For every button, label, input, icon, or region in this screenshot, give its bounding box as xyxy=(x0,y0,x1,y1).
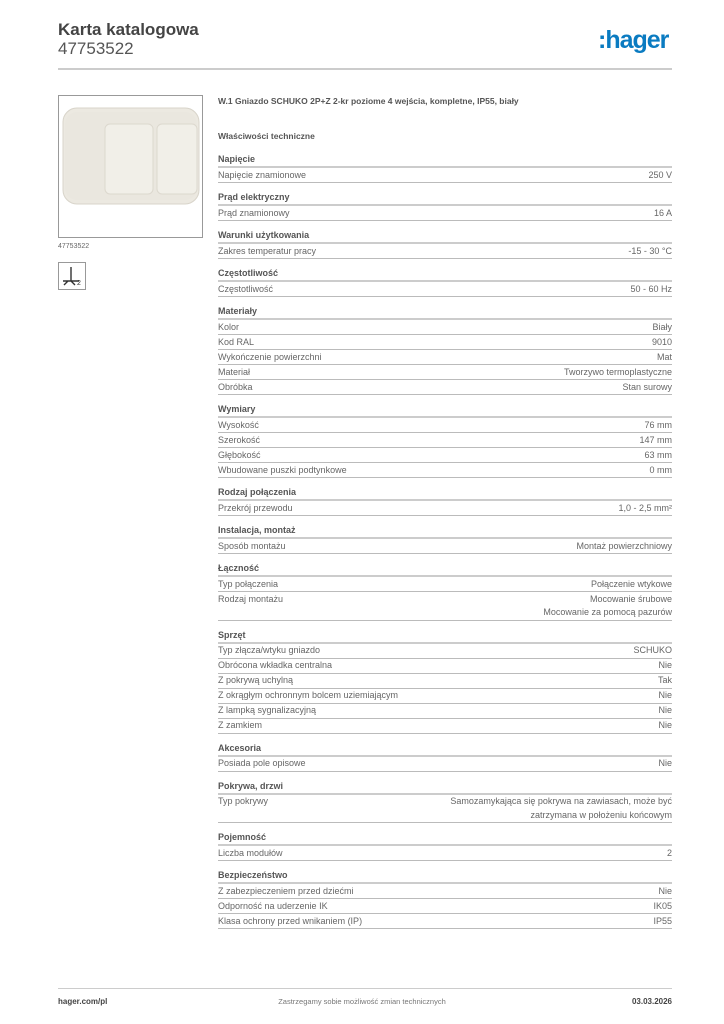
spec-value: Mocowanie śrubowe Mocowanie za pomocą pazurów xyxy=(543,593,672,617)
footer-note: Zastrzegamy sobie możliwość zmian technicznych xyxy=(278,997,446,1006)
spec-value: 250 V xyxy=(648,169,672,180)
spec-section xyxy=(218,229,672,259)
spec-section xyxy=(218,742,672,772)
spec-value: SCHUKO xyxy=(633,645,672,655)
spec-value: Nie xyxy=(658,720,672,730)
spec-label: Wykończenie powierzchni xyxy=(218,351,322,362)
spec-label: Obróbka xyxy=(218,381,253,392)
hager-logo: :hager xyxy=(598,26,669,54)
spec-row xyxy=(218,644,672,659)
section-heading: Pojemność xyxy=(218,831,672,846)
spec-section xyxy=(218,305,672,395)
spec-row xyxy=(218,659,672,674)
section-heading: Wymiary xyxy=(218,403,672,418)
header-divider xyxy=(58,68,672,70)
spec-label: Prąd znamionowy xyxy=(218,207,290,218)
product-title: W.1 Gniazdo SCHUKO 2P+Z 2-kr poziome 4 wejścia, kompletne, IP55, biały xyxy=(218,96,519,106)
spec-row xyxy=(218,463,672,478)
spec-row xyxy=(218,795,672,824)
spec-section xyxy=(218,403,672,478)
spec-value: Nie xyxy=(658,885,672,896)
section-heading: Instalacja, montaż xyxy=(218,524,672,539)
spec-label: Odporność na uderzenie IK xyxy=(218,900,328,911)
spec-value: 0 mm xyxy=(649,464,672,475)
spec-label: Typ złącza/wtyku gniazdo xyxy=(218,645,321,655)
spec-section xyxy=(218,524,672,554)
spec-row xyxy=(218,380,672,395)
spec-value: 76 mm xyxy=(644,419,672,430)
spec-row xyxy=(218,501,672,516)
spec-row xyxy=(218,704,672,719)
spec-label: Klasa ochrony przed wnikaniem (IP) xyxy=(218,915,363,926)
spec-value: 50 - 60 Hz xyxy=(630,283,672,294)
section-heading: Napięcie xyxy=(218,153,672,168)
spec-label: Zakres temperatur pracy xyxy=(218,245,317,256)
spec-row xyxy=(218,365,672,380)
spec-section xyxy=(218,191,672,221)
spec-value: Nie xyxy=(658,690,672,700)
section-heading: Prąd elektryczny xyxy=(218,191,672,206)
spec-label: Szerokość xyxy=(218,434,261,445)
spec-row xyxy=(218,592,672,621)
spec-value: Tworzywo termoplastyczne xyxy=(563,366,672,377)
catalog-number: 47753522 xyxy=(58,39,134,58)
document-title: Karta katalogowa xyxy=(58,20,199,39)
spec-label: Z okrągłym ochronnym bolcem uziemiającym xyxy=(218,690,399,700)
spec-row xyxy=(218,899,672,914)
spec-label: Częstotliwość xyxy=(218,283,274,294)
spec-section xyxy=(218,267,672,297)
section-heading: Sprzęt xyxy=(218,629,672,644)
spec-label: Wbudowane puszki podtynkowe xyxy=(218,464,347,475)
spec-section xyxy=(218,562,672,621)
section-heading: Warunki użytkowania xyxy=(218,229,672,244)
spec-section xyxy=(218,869,672,929)
spec-value: Montaż powierzchniowy xyxy=(576,540,672,551)
spec-label: Materiał xyxy=(218,366,251,377)
technical-properties-heading: Właściwości techniczne xyxy=(218,131,315,141)
spec-value: Tak xyxy=(657,675,672,685)
spec-label: Obrócona wkładka centralna xyxy=(218,660,333,670)
spec-value: 147 mm xyxy=(639,434,672,445)
spec-row xyxy=(218,539,672,554)
spec-label: Wysokość xyxy=(218,419,259,430)
footer-date: 03.03.2026 xyxy=(631,997,672,1006)
image-reference: 47753522 xyxy=(58,243,90,250)
spec-value: 63 mm xyxy=(644,449,672,460)
spec-section xyxy=(218,629,672,734)
section-heading: Częstotliwość xyxy=(218,267,672,282)
spec-label: Typ połączenia xyxy=(218,578,279,589)
spec-row xyxy=(218,577,672,592)
spec-section xyxy=(218,831,672,861)
spec-row xyxy=(218,206,672,221)
spec-row xyxy=(218,757,672,772)
spec-section xyxy=(218,153,672,183)
spec-label: Kod RAL xyxy=(218,336,255,347)
spec-label: Przekrój przewodu xyxy=(218,502,293,513)
spec-label: Liczba modułów xyxy=(218,847,283,858)
spec-row xyxy=(218,689,672,704)
spec-value: -15 - 30 °C xyxy=(628,245,672,256)
spec-row xyxy=(218,433,672,448)
spec-row xyxy=(218,846,672,861)
spec-row xyxy=(218,244,672,259)
spec-label: Napięcie znamionowe xyxy=(218,169,307,180)
spec-row xyxy=(218,448,672,463)
spec-value: Nie xyxy=(658,660,672,670)
section-heading: Bezpieczeństwo xyxy=(218,869,672,884)
spec-row xyxy=(218,418,672,433)
spec-row xyxy=(218,674,672,689)
spec-label: Z lampką sygnalizacyjną xyxy=(218,705,317,715)
spec-label: Sposób montażu xyxy=(218,540,286,551)
spec-value: Samozamykająca się pokrywa na zawiasach, może być zatrzymana w położeniu końcowym xyxy=(450,796,672,820)
section-heading: Pokrywa, drzwi xyxy=(218,780,672,795)
spec-section xyxy=(218,486,672,516)
section-heading: Łączność xyxy=(218,562,672,577)
spec-row xyxy=(218,168,672,183)
spec-value: 2 xyxy=(666,847,672,858)
spec-label: Z zamkiem xyxy=(218,720,263,730)
spec-row xyxy=(218,350,672,365)
spec-value: Stan surowy xyxy=(622,381,672,392)
spec-label: Typ pokrywy xyxy=(218,796,269,806)
spec-value: 16 A xyxy=(653,207,672,218)
spec-value: Mat xyxy=(656,351,672,362)
spec-value: Biały xyxy=(652,321,672,332)
spec-row xyxy=(218,914,672,929)
spec-row xyxy=(218,719,672,734)
spec-row xyxy=(218,884,672,899)
spec-row xyxy=(218,335,672,350)
spec-value: 9010 xyxy=(651,336,672,347)
spec-label: Z pokrywą uchylną xyxy=(218,675,294,685)
spec-value: IP55 xyxy=(653,915,672,926)
spec-label: Głębokość xyxy=(218,449,261,460)
spec-value: Nie xyxy=(658,758,672,768)
spec-row xyxy=(218,282,672,297)
spec-value: IK05 xyxy=(653,900,672,911)
footer-divider xyxy=(58,988,672,989)
product-image xyxy=(58,95,203,238)
svg-text:2: 2 xyxy=(77,280,81,287)
spec-value: 1,0 - 2,5 mm² xyxy=(618,502,672,513)
spec-section xyxy=(218,780,672,824)
spec-label: Rodzaj montażu xyxy=(218,593,284,604)
footer-site: hager.com/pl xyxy=(58,997,108,1006)
spec-label: Z zabezpieczeniem przed dziećmi xyxy=(218,885,354,896)
spec-label: Posiada pole opisowe xyxy=(218,758,306,768)
spec-sheet xyxy=(218,96,672,937)
spec-row xyxy=(218,320,672,335)
spec-label: Kolor xyxy=(218,321,240,332)
installation-symbol-icon xyxy=(58,262,86,290)
section-heading: Materiały xyxy=(218,305,672,320)
section-heading: Rodzaj połączenia xyxy=(218,486,672,501)
spec-value: Nie xyxy=(658,705,672,715)
spec-value: Połączenie wtykowe xyxy=(590,578,672,589)
section-heading: Akcesoria xyxy=(218,742,672,757)
